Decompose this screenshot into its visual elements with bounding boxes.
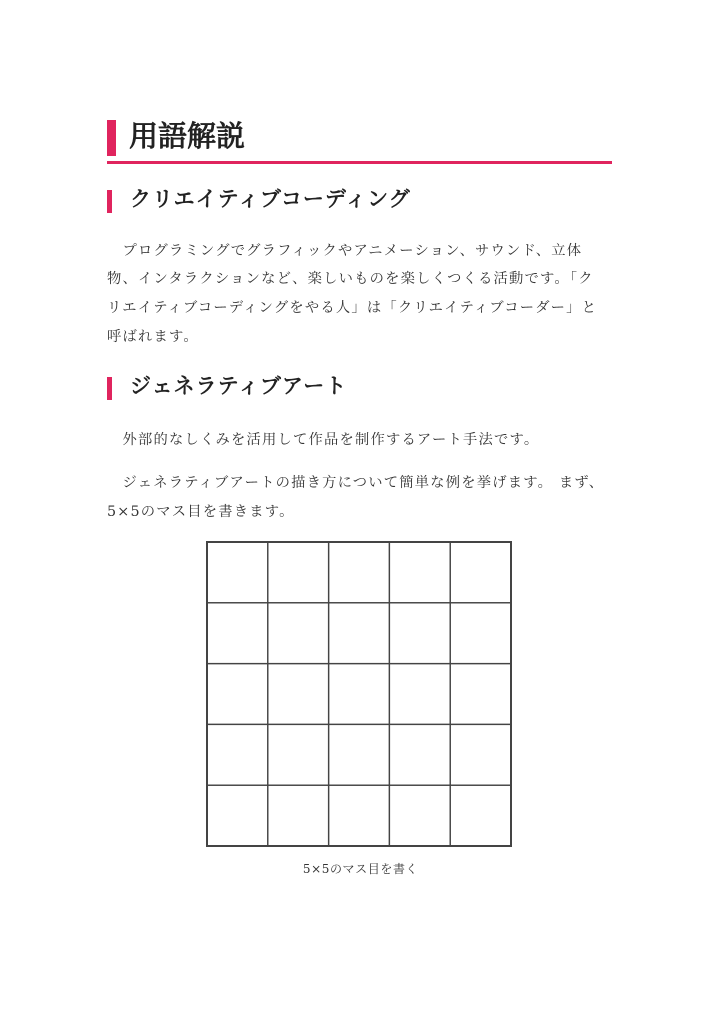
grid-cell	[389, 603, 450, 664]
grid-cell	[268, 603, 329, 664]
grid-cell	[207, 664, 268, 725]
grid-border	[207, 542, 511, 846]
grid-cell	[389, 785, 450, 846]
grid-cell	[450, 542, 511, 603]
grid-cell	[450, 785, 511, 846]
grid-cell	[450, 603, 511, 664]
grid-cell	[268, 724, 329, 785]
section-heading-generative-art	[107, 371, 612, 403]
grid-cell	[329, 724, 390, 785]
page-title-block	[107, 118, 612, 164]
section-accent-bar	[107, 377, 112, 400]
grid-cell	[207, 724, 268, 785]
page-title: 用語解説	[129, 119, 246, 153]
section-heading-creative-coding	[107, 184, 612, 216]
section-accent-bar	[107, 190, 112, 213]
grid-cell	[329, 664, 390, 725]
paragraph-line: リエイティブコーディングをやる人」は「クリエイティブコーダー」と	[107, 300, 598, 316]
grid-cell	[268, 785, 329, 846]
paragraph-line: ジェネラティブアートの描き方について簡単な例を挙げます。 まず、	[107, 475, 605, 491]
grid-cell	[207, 603, 268, 664]
title-underline	[107, 161, 612, 164]
grid-cell	[268, 664, 329, 725]
paragraph-line: 物、インタラクションなど、楽しいものを楽しくつくる活動です。「ク	[107, 271, 594, 287]
grid-cell	[450, 724, 511, 785]
grid-cell	[207, 785, 268, 846]
grid-cell	[329, 603, 390, 664]
paragraph-line: 呼ばれます。	[107, 329, 199, 345]
paragraph-line: プログラミングでグラフィックやアニメーション、サウンド、立体	[107, 243, 583, 259]
grid-cell	[329, 542, 390, 603]
grid-figure	[205, 540, 515, 850]
paragraph-line: 5×5のマス目を書きます。	[107, 504, 295, 520]
section-title: クリエイティブコーディング	[130, 187, 411, 211]
grid-cell	[389, 664, 450, 725]
grid-cell	[268, 542, 329, 603]
title-accent-bar	[107, 120, 116, 156]
figure-caption: 5×5のマス目を書く	[302, 862, 419, 876]
grid-cell	[207, 542, 268, 603]
grid-cell	[450, 664, 511, 725]
grid-cell	[389, 542, 450, 603]
section-title: ジェネラティブアート	[130, 374, 348, 398]
paragraph-line: 外部的なしくみを活用して作品を制作するアート手法です。	[107, 432, 540, 448]
grid-cell	[389, 724, 450, 785]
grid-cell	[329, 785, 390, 846]
